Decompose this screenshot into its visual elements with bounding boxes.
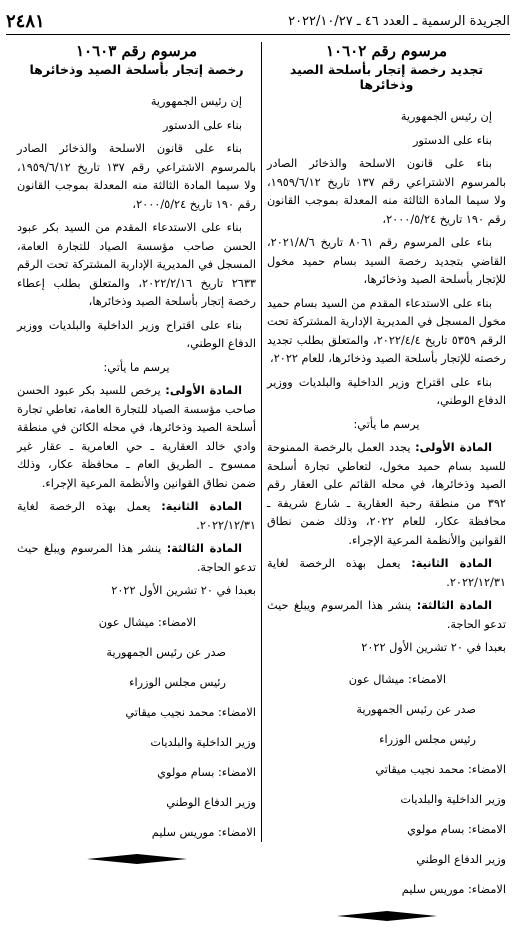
preamble-constitution: بناء على الدستور	[412, 133, 492, 147]
decree-10602	[263, 40, 510, 934]
pm-signature: الامضاء: محمد نجيب ميقاتي	[125, 706, 256, 719]
article-3	[267, 597, 506, 634]
issue-date: بعبدا في ٢٠ تشرين الأول ٢٠٢٢	[361, 641, 506, 654]
article-1	[17, 382, 256, 493]
decree-number: مرسوم رقم ١٠٦٠٢	[325, 42, 448, 60]
end-ornament	[17, 854, 256, 864]
preamble-request: بناء على الاستدعاء المقدم من السيد بكر عبود الحسن صاحب مؤسسة الصياد للتجارة العامة، المسجل في المديرية الإدارية المشتركة تحت الرقم ٢٦٣٣ تاريخ ٢٠٢٢/٢/١٦، والمتعلق بطلب إعطاء رخصة إتجار بأسلحة الصيد وذخائرها،	[17, 221, 256, 308]
column-divider	[261, 42, 262, 842]
article-1-text: يجدد العمل بالرخصة الممنوحة للسيد بسام حميد مخول، لتعاطي تجارة أسلحة الصيد وذخائرها، في محله القائم على العقار رقم ٣٩٢ من منطقة رحبة العقارية ـ شارع شريفة ـ محافظة عكار، للعام ٢٠٢٢، وذلك ضمن نطاق القوانين والأنظمة المرعية الإجراء.	[267, 441, 506, 547]
defense-role: وزير الدفاع الوطني	[166, 796, 256, 809]
president-signature: الامضاء: ميشال عون	[98, 616, 196, 629]
article-3-label: المادة الثالثة:	[416, 599, 492, 612]
pm-signature: الامضاء: محمد نجيب ميقاتي	[375, 763, 506, 776]
article-3-text: ينشر هذا المرسوم ويبلغ حيث تدعو الحاجة.	[267, 599, 506, 631]
issue-date: بعبدا في ٢٠ تشرين الأول ٢٠٢٢	[111, 584, 256, 597]
columns	[6, 40, 510, 934]
end-ornament	[267, 911, 506, 921]
pm-role: رئيس مجلس الوزراء	[379, 733, 476, 746]
article-1-label: المادة الأولى:	[415, 441, 493, 454]
preamble-proposal: بناء على اقتراح وزير الداخلية والبلديات ووزير الدفاع الوطني،	[267, 375, 506, 407]
president-signature: الامضاء: ميشال عون	[348, 673, 446, 686]
article-3-label: المادة الثالثة:	[166, 542, 242, 555]
preamble-previous-decree: بناء على المرسوم رقم ٨٠٦١ تاريخ ٢٠٢١/٨/٦، القاضي بتجديد رخصة السيد بسام حميد مخول للإتجار بأسلحة الصيد وذخائرها،	[267, 236, 506, 286]
preamble-president: إن رئيس الجمهورية	[400, 110, 492, 123]
interior-signature: الامضاء: بسام مولوي	[407, 823, 506, 836]
article-3-text: ينشر هذا المرسوم ويبلغ حيث تدعو الحاجة.	[17, 542, 256, 574]
interior-signature: الامضاء: بسام مولوي	[157, 766, 256, 779]
article-2-label: المادة الثانية:	[161, 500, 243, 513]
defense-role: وزير الدفاع الوطني	[416, 853, 506, 866]
defense-signature: الامضاء: موريس سليم	[401, 883, 506, 896]
page-header	[6, 8, 510, 35]
interior-role: وزير الداخلية والبلديات	[150, 736, 256, 749]
preamble-president: إن رئيس الجمهورية	[150, 95, 242, 108]
preamble-constitution: بناء على الدستور	[162, 118, 242, 132]
decrees-heading: يرسم ما يأتي:	[353, 417, 420, 431]
preamble-proposal: بناء على اقتراح وزير الداخلية والبلديات ووزير الدفاع الوطني،	[17, 318, 256, 350]
preamble-law: بناء على قانون الاسلحة والذخائر الصادر بالمرسوم الاشتراعي رقم ١٣٧ تاريخ ١٩٥٩/٦/١٢، ولا سيما المادة الثالثة منه المعدلة بموجب القانون رقم ١٩٠ تاريخ ٢٠٠٠/٥/٢٤،	[17, 142, 256, 211]
article-2	[17, 498, 256, 535]
issued-by: صدر عن رئيس الجمهورية	[106, 646, 226, 659]
article-2	[267, 555, 506, 592]
article-1	[267, 439, 506, 550]
article-2-text: يعمل بهذه الرخصة لغاية ٢٠٢٢/١٢/٣١.	[267, 557, 506, 589]
article-1-label: المادة الأولى:	[165, 384, 242, 397]
decree-10603	[13, 40, 260, 934]
issued-by: صدر عن رئيس الجمهورية	[356, 703, 476, 716]
pm-role: رئيس مجلس الوزراء	[129, 676, 226, 689]
article-1-text: يرخص للسيد بكر عبود الحسن صاحب مؤسسة الصياد للتجارة العامة، تعاطي تجارة أسلحة الصيد وذخائرها، في محله الكائن في منطقة وادي خالد العقارية ـ حي العامرية ـ عقار غير ممسوح ـ الطريق العام ـ محافظة عكار، وذلك ضمن نطاق القوانين والأنظمة المرعية الإجراء.	[17, 384, 256, 490]
preamble-law: بناء على قانون الاسلحة والذخائر الصادر بالمرسوم الاشتراعي رقم ١٣٧ تاريخ ١٩٥٩/٦/١٢، ولا سيما المادة الثالثة منه المعدلة بموجب القانون رقم ١٩٠ تاريخ ٢٠٠٠/٥/٢٤،	[267, 157, 506, 226]
gazette-title: الجريدة الرسمية ـ العدد ٤٦ ـ ٢٠٢٢/١٠/٢٧	[288, 13, 510, 29]
decrees-heading: يرسم ما يأتي:	[103, 360, 170, 374]
defense-signature: الامضاء: موريس سليم	[151, 826, 256, 839]
decree-title: تجديد رخصة إتجار بأسلحة الصيد وذخائرها	[289, 62, 484, 92]
page-number: ٢٤٨١	[6, 10, 45, 32]
interior-role: وزير الداخلية والبلديات	[400, 793, 506, 806]
article-2-text: يعمل بهذه الرخصة لغاية ٢٠٢٢/١٢/٣١.	[17, 500, 256, 532]
decree-title: رخصة إتجار بأسلحة الصيد وذخائرها	[29, 62, 244, 77]
article-2-label: المادة الثانية:	[411, 557, 493, 570]
decree-number: مرسوم رقم ١٠٦٠٣	[75, 42, 198, 60]
article-3	[17, 540, 256, 577]
preamble-request: بناء على الاستدعاء المقدم من السيد بسام حميد مخول المسجل في المديرية الإدارية المشتركة تحت الرقم ٥٣٥٩ تاريخ ٢٠٢٢/٤/٤، والمتعلق بطلب تجديد رخصته للإتجار بأسلحة الصيد وذخائرها، للعام ٢٠٢٢،	[267, 296, 506, 365]
